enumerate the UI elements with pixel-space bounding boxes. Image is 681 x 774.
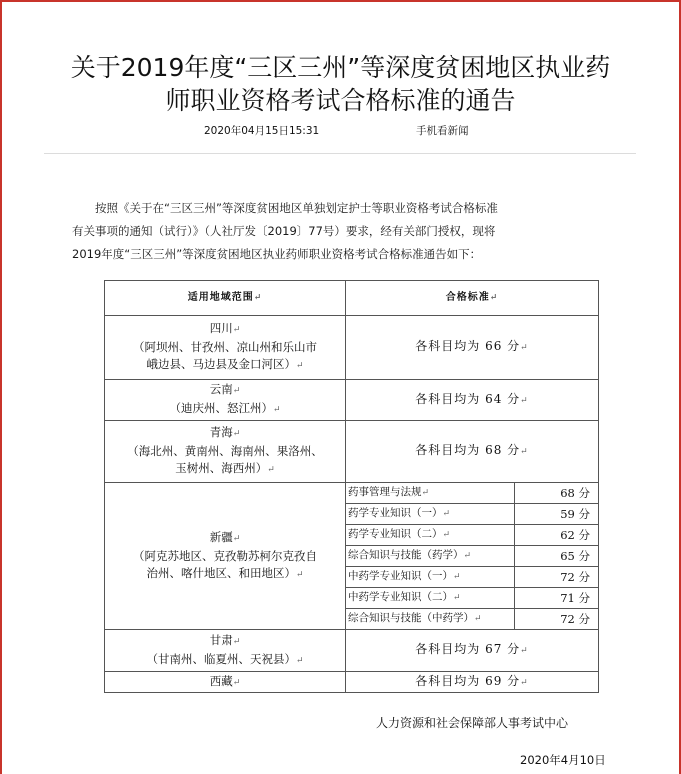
score-cell: 72 分 [515,609,599,630]
publish-time: 2020年04月15日15:31 [204,125,320,137]
score-cell: 62 分 [515,525,599,546]
mobile-view-link[interactable]: 手机看新闻 [416,125,469,137]
title-line-1: 关于2019年度“三区三州”等深度贫困地区执业药 [70,52,611,82]
table-row-yunnan [105,380,599,421]
title-line-2: 师职业资格考试合格标准的通告 [165,85,516,115]
subject-cell: 中药学专业知识（一）↵ [346,567,515,588]
standard-cell-qinghai: 各科目均为 68 分↵ [346,421,599,483]
region-cell-qinghai: 青海↵ （海北州、黄南州、海南州、果洛州、 玉树州、海西州）↵ [105,421,346,483]
subject-cell: 综合知识与技能（药学）↵ [346,546,515,567]
standards-table-wrapper [104,280,599,693]
region-cell-sichuan: 四川↵ （阿坝州、甘孜州、凉山州和乐山市 峨边县、马边县及金口河区）↵ [105,316,346,380]
subject-cell: 药学专业知识（一）↵ [346,504,515,525]
meta-row [0,123,681,139]
region-cell-xizang: 西藏↵ [105,672,346,693]
table-header-row [105,281,599,316]
page-title [20,51,661,117]
subject-cell: 中药学专业知识（二）↵ [346,588,515,609]
intro-line-2: 有关事项的通知（试行）》（人社厅发〔2019〕77号）要求，经有关部门授权，现将 [72,224,496,238]
table-row-gansu [105,630,599,672]
frame-left-border [0,0,2,774]
issuer: 人力资源和社会保障部人事考试中心 [376,716,569,730]
score-cell: 65 分 [515,546,599,567]
standard-cell-yunnan: 各科目均为 64 分↵ [346,380,599,421]
table-row-xizang [105,672,599,693]
subject-cell: 药学专业知识（二）↵ [346,525,515,546]
subject-cell: 综合知识与技能（中药学）↵ [346,609,515,630]
issue-date: 2020年4月10日 [520,753,606,767]
table-row-xinjiang [105,483,599,504]
header-region: 适用地域范围↵ [105,281,346,316]
score-cell: 71 分 [515,588,599,609]
score-cell: 68 分 [515,483,599,504]
intro-line-1: 按照《关于在“三区三州”等深度贫困地区单独划定护士等职业资格考试合格标准 [95,201,498,215]
intro-line-3: 2019年度“三区三州”等深度贫困地区执业药师职业资格考试合格标准通告如下： [72,247,482,261]
standard-cell-xizang: 各科目均为 69 分↵ [346,672,599,693]
score-cell: 72 分 [515,567,599,588]
region-cell-yunnan: 云南↵ （迪庆州、怒江州）↵ [105,380,346,421]
score-cell: 59 分 [515,504,599,525]
frame-top-border [0,0,681,2]
divider [44,153,636,154]
region-cell-xinjiang: 新疆↵ （阿克苏地区、克孜勒苏柯尔克孜自 治州、喀什地区、和田地区）↵ [105,483,346,630]
subject-cell: 药事管理与法规↵ [346,483,515,504]
standard-cell-sichuan: 各科目均为 66 分↵ [346,316,599,380]
table-row-qinghai [105,421,599,483]
intro-paragraph [72,197,612,266]
standards-table [104,280,599,693]
table-row-sichuan [105,316,599,380]
header-standard: 合格标准↵ [346,281,599,316]
standard-cell-gansu: 各科目均为 67 分↵ [346,630,599,672]
region-cell-gansu: 甘肃↵ （甘南州、临夏州、天祝县）↵ [105,630,346,672]
